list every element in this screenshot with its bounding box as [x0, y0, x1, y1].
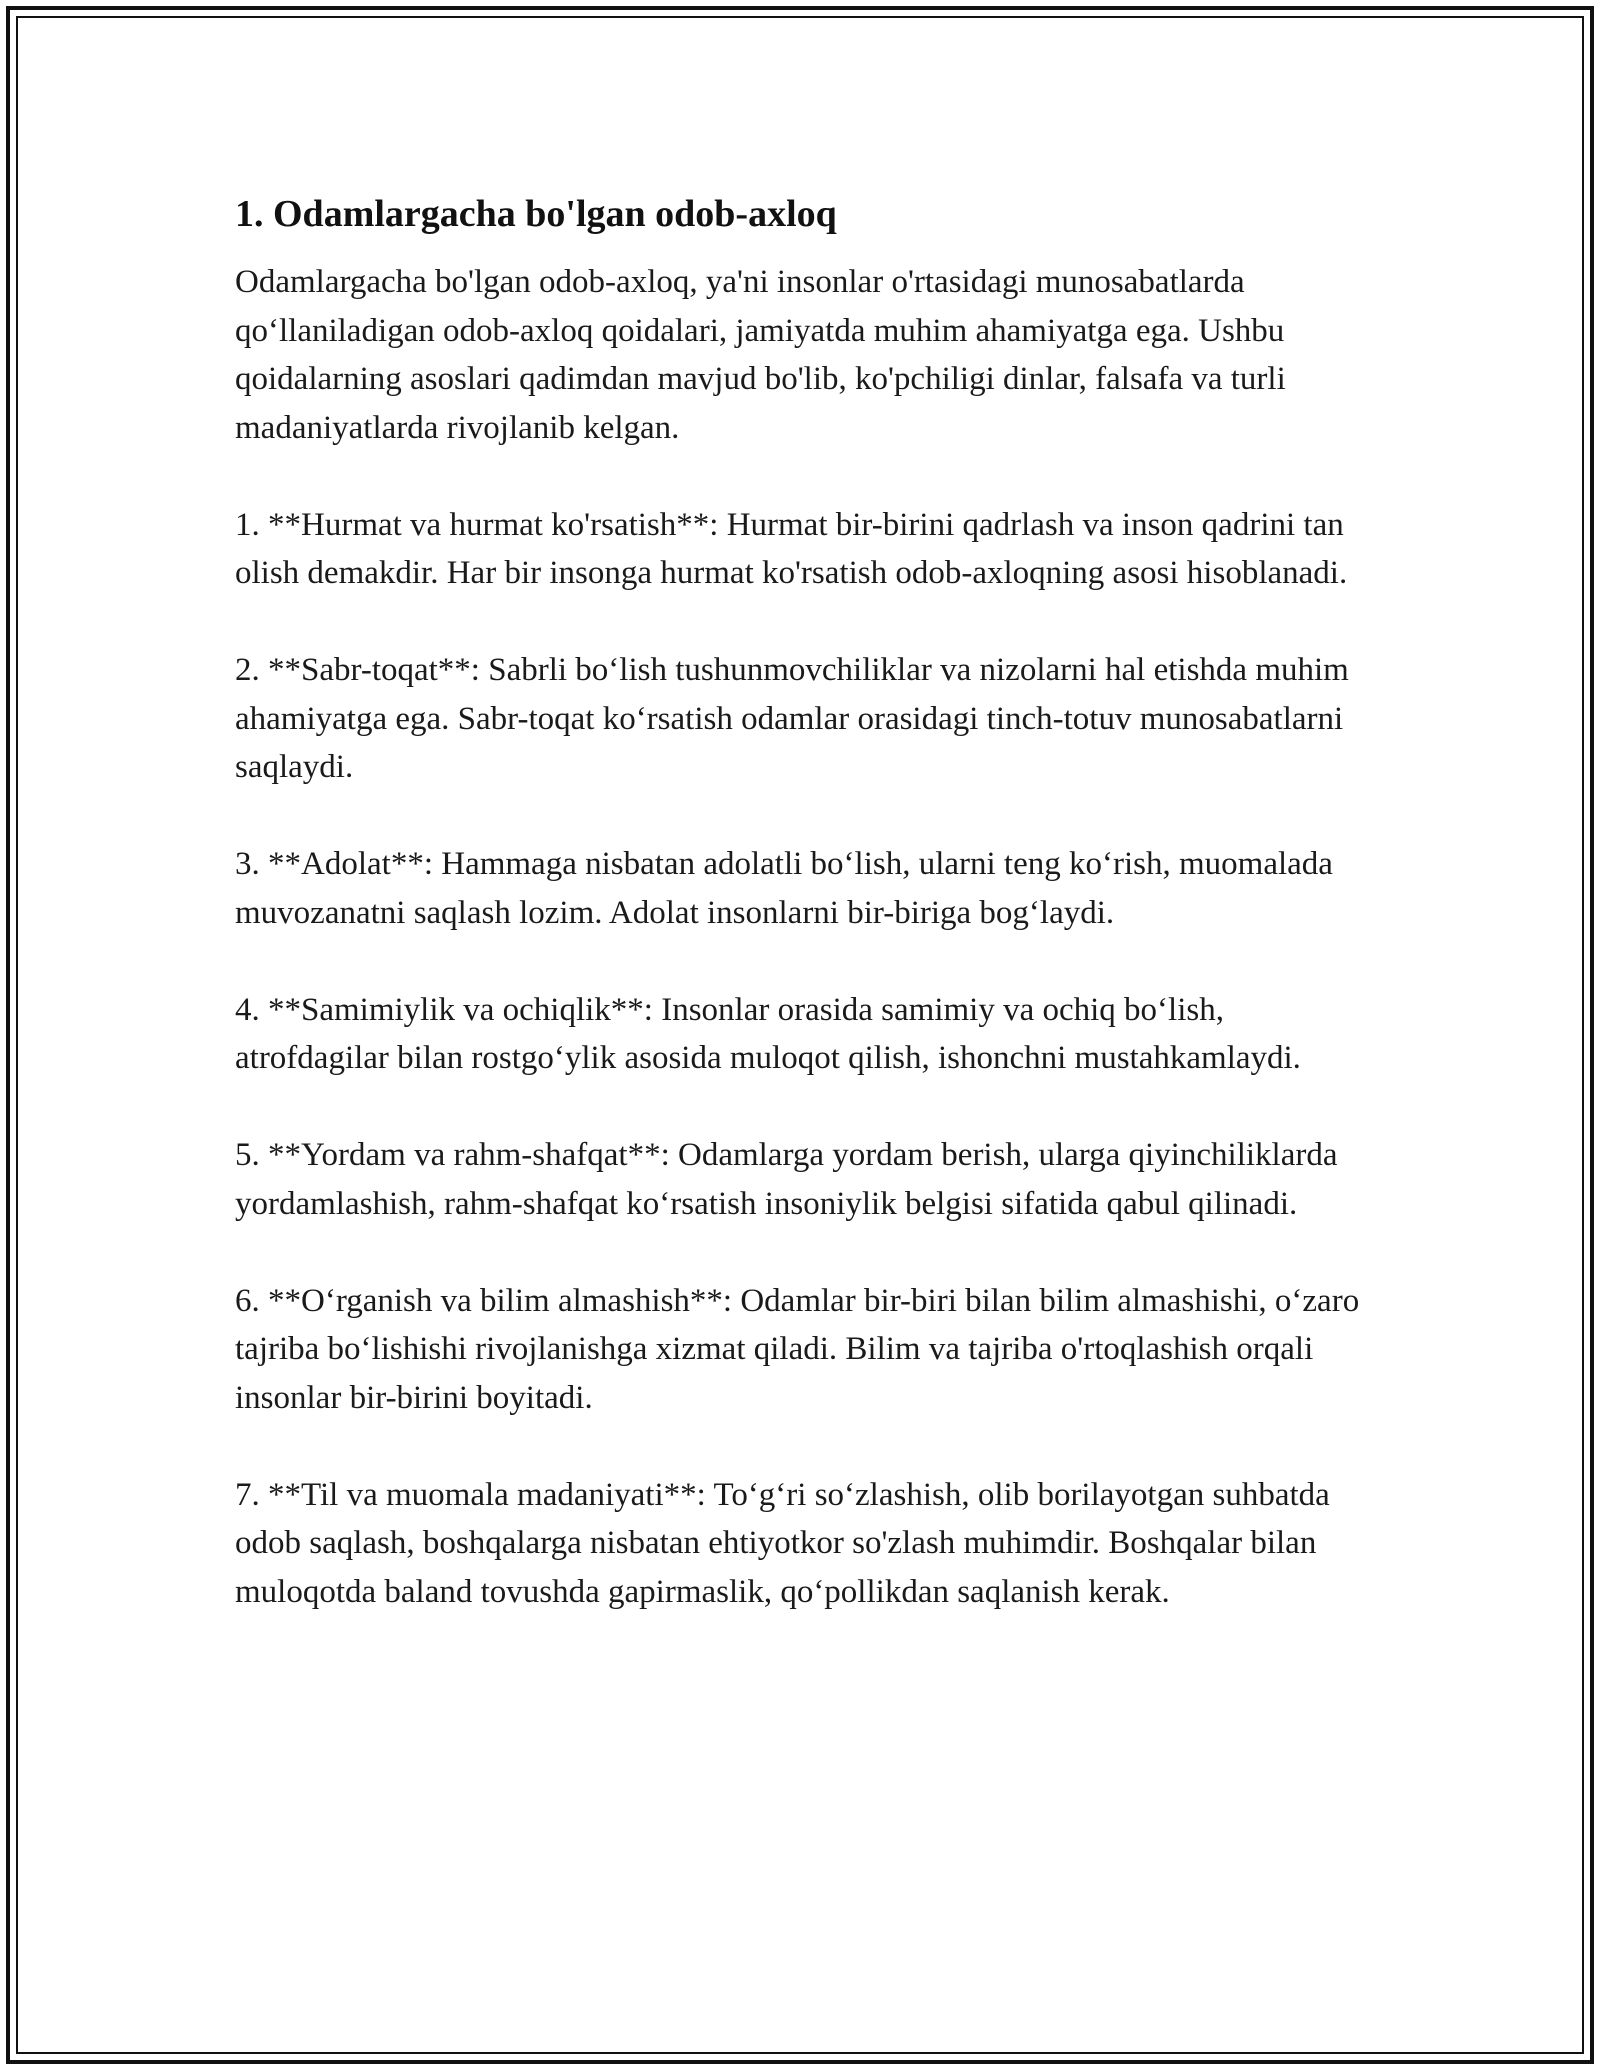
list-item-1: 1. **Hurmat va hurmat ko'rsatish**: Hurmat bir-birini qadrlash va inson qadrini tan olish demakdir. Har bir insonga hurmat ko'rsatish odob-axloqning asosi hisoblanadi. — [235, 506, 1348, 591]
list-item-4: 4. **Samimiylik va ochiqlik**: Insonlar orasida samimiy va ochiq bo‘lish, atrofdagilar bilan rostgo‘ylik asosida muloqot qilish, ishonchni mustahkamlaydi. — [235, 991, 1301, 1076]
list-item-7: 7. **Til va muomala madaniyati**: To‘g‘ri so‘zlashish, olib borilayotgan suhbatda odob saqlash, boshqalarga nisbatan ehtiyotkor so'zlash muhimdir. Boshqalar bilan muloqotda baland tovushda gapirmaslik, qo‘pollikdan saqlanish kerak. — [235, 1476, 1330, 1610]
list-item-3: 3. **Adolat**: Hammaga nisbatan adolatli bo‘lish, ularni teng ko‘rish, muomalada muvozanatni saqlash lozim. Adolat insonlarni bir-biriga bog‘laydi. — [235, 846, 1333, 931]
document-body — [235, 188, 1385, 1665]
list-item-6: 6. **O‘rganish va bilim almashish**: Odamlar bir-biri bilan bilim almashishi, o‘zaro tajriba bo‘lishishi rivojlanishga xizmat qiladi. Bilim va tajriba o'rtoqlashish orqali insonlar bir-birini boyitadi. — [235, 1282, 1360, 1416]
page-title: 1. Odamlargacha bo'lgan odob-axloq — [235, 193, 837, 235]
list-item-5: 5. **Yordam va rahm-shafqat**: Odamlarga yordam berish, ularga qiyinchiliklarda yordamlashish, rahm-shafqat ko‘rsatish insoniylik belgisi sifatida qabul qilinadi. — [235, 1137, 1338, 1222]
intro-paragraph: Odamlargacha bo'lgan odob-axloq, ya'ni insonlar o'rtasidagi munosabatlarda qo‘llaniladigan odob-axloq qoidalari, jamiyatda muhim ahamiyatga ega. Ushbu qoidalarning asoslari qadimdan mavjud bo'lib, ko'pchiligi dinlar, falsafa va turli madaniyatlarda rivojlanib kelgan. — [235, 264, 1286, 446]
list-item-2: 2. **Sabr-toqat**: Sabrli bo‘lish tushunmovchiliklar va nizolarni hal etishda muhim ahamiyatga ega. Sabr-toqat ko‘rsatish odamlar orasidagi tinch-totuv munosabatlarni saqlaydi. — [235, 652, 1349, 785]
